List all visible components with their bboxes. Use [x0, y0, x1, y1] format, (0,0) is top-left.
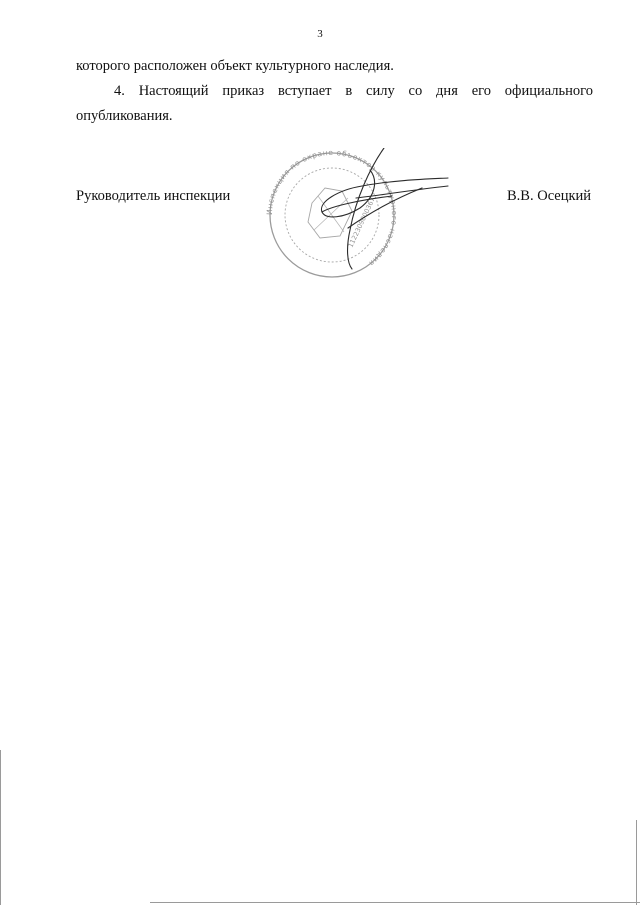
paragraph-item-4-end: опубликования. [76, 108, 173, 124]
seal-ring-text: Инспекция по охране объектов культурного наследия [264, 148, 400, 269]
signatory-name: В.В. Осецкий [507, 188, 592, 204]
paragraph-item-4 [76, 82, 593, 100]
scan-artifact-right-edge [636, 820, 637, 905]
page-number: 3 [317, 28, 323, 40]
paragraph-continuation: которого расположен объект культурного наследия. [76, 58, 394, 74]
paragraph-item-4-text: 4. Настоящий приказ вступает в силу со дня его официального [114, 83, 593, 99]
official-seal-with-signature [252, 148, 472, 283]
scan-artifact-bottom-edge [150, 902, 640, 903]
seal-ogrn: 1122309000367 [346, 196, 377, 249]
scan-artifact-left-edge [0, 750, 1, 905]
signatory-position: Руководитель инспекции [76, 188, 231, 204]
seal-stamp [265, 148, 399, 277]
